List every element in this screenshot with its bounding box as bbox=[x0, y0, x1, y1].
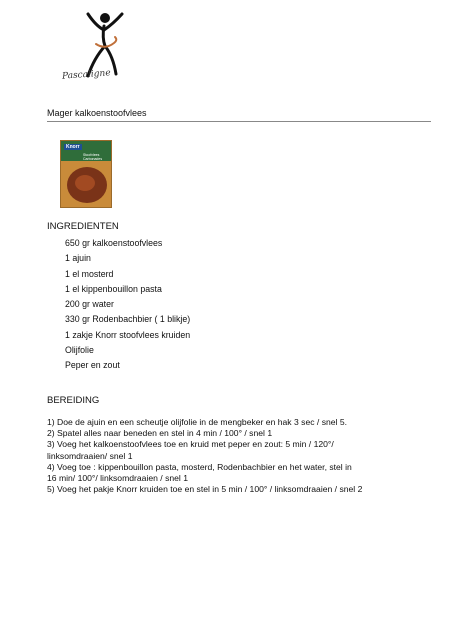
step-line: 5) Voeg het pakje Knorr kruiden toe en stel in 5 min / 100° / linksomdraaien / snel 2 bbox=[47, 484, 363, 495]
ingredient-item: 1 el mosterd bbox=[65, 268, 114, 279]
title-divider bbox=[47, 121, 431, 122]
ingredient-item: 650 gr kalkoenstoofvlees bbox=[65, 238, 163, 248]
ingredients-list bbox=[65, 236, 190, 374]
package-dish-photo bbox=[67, 167, 107, 203]
ingredient-item: Peper en zout bbox=[65, 360, 120, 371]
step-line: linksomdraaien/ snel 1 bbox=[47, 450, 133, 461]
package-brand: Knorr bbox=[66, 144, 80, 150]
step-line: 4) Voeg toe : kippenbouillon pasta, mosterd, Rodenbachbier en het water, stel in bbox=[47, 461, 352, 472]
ingredients-heading: INGREDIENTEN bbox=[47, 221, 119, 232]
step-line: 1) Doe de ajuin en een scheutje olijfolie in de mengbeker en hak 3 sec / snel 5. bbox=[47, 417, 348, 427]
ingredient-item: 1 ajuin bbox=[65, 253, 91, 264]
ingredient-item: Olijfolie bbox=[65, 345, 94, 356]
ingredient-item: 330 gr Rodenbachbier ( 1 blikje) bbox=[65, 314, 191, 325]
ingredient-item: 200 gr water bbox=[65, 299, 114, 310]
recipe-title: Mager kalkoenstoofvlees bbox=[47, 108, 147, 118]
ingredient-item: 1 zakje Knorr stoofvlees kruiden bbox=[65, 329, 191, 340]
product-package-image bbox=[60, 140, 112, 208]
dancer-logo bbox=[58, 10, 148, 98]
preparation-steps bbox=[47, 417, 427, 495]
package-label: Stoofvlees Carbonades bbox=[83, 153, 103, 161]
step-line: 3) Voeg het kalkoenstoofvlees toe en kruid met peper en zout: 5 min / 120°/ bbox=[47, 439, 334, 450]
preparation-heading: BEREIDING bbox=[47, 395, 100, 406]
step-line: 2) Spatel alles naar beneden en stel in 4 min / 100° / snel 1 bbox=[47, 428, 273, 439]
ingredient-item: 1 el kippenbouillon pasta bbox=[65, 283, 162, 294]
step-line: 16 min/ 100°/ linksomdraaien / snel 1 bbox=[47, 473, 189, 484]
logo-wordmark: Pascaligne bbox=[61, 68, 111, 82]
